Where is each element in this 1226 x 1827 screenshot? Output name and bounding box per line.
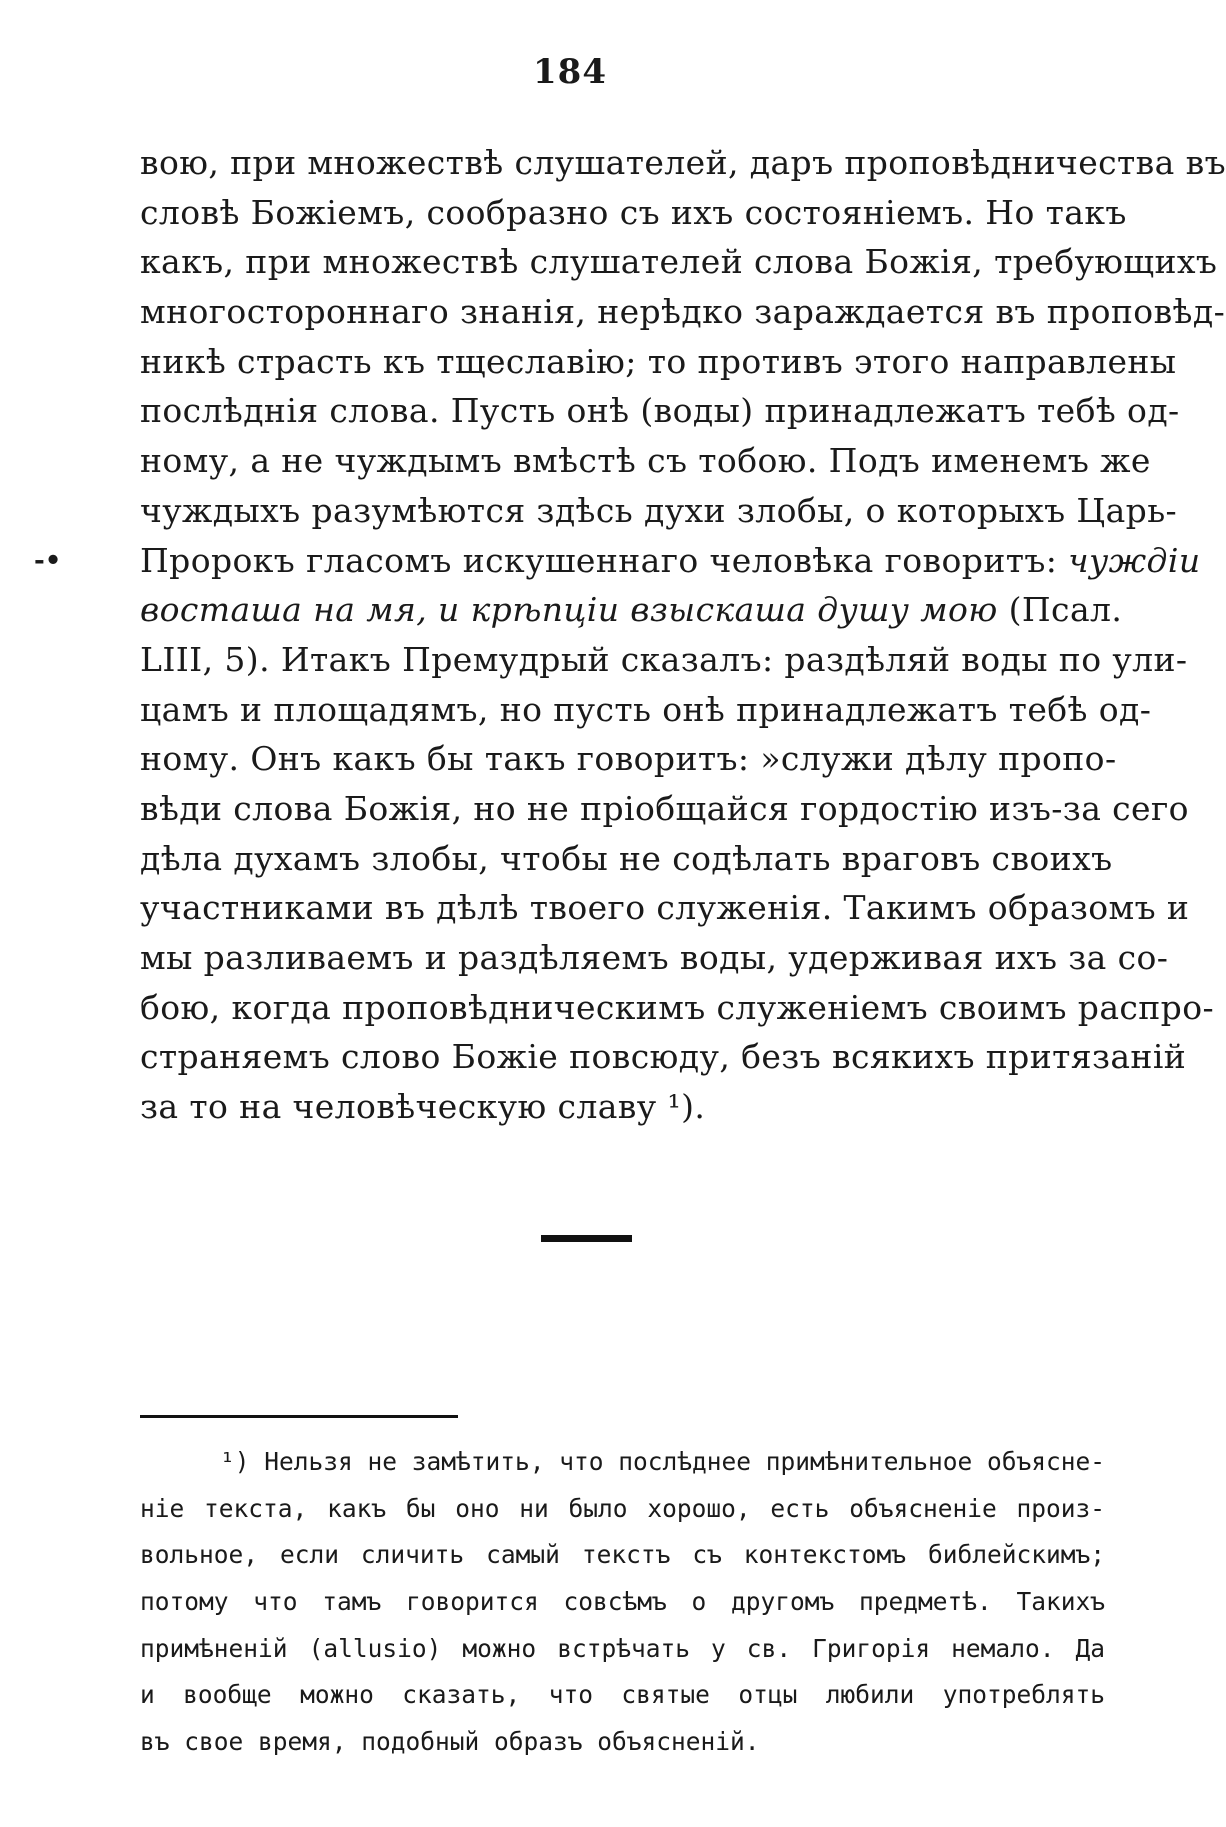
body-line: [140, 536, 1201, 586]
body-line: дѣла духамъ злобы, чтобы не содѣлать враговъ своихъ: [140, 838, 1113, 878]
footnote-line: ніе текста, какъ бы оно ни было хорошо, есть объясненіе произ-: [140, 1493, 1105, 1523]
section-divider: [541, 1235, 632, 1242]
body-line: ному, а не чуждымъ вмѣстѣ съ тобою. Подъ именемъ же: [140, 441, 1151, 481]
margin-mark: -•: [34, 546, 62, 576]
body-text: [140, 138, 1226, 1132]
scripture-quote: восташа на мя, и крѣпціи взыскаша душу мою: [140, 590, 998, 630]
scripture-quote: чуждіи: [1068, 540, 1201, 580]
body-text-segment: Пророкъ гласомъ искушеннаго человѣка говоритъ:: [140, 540, 1069, 580]
body-line: бою, когда проповѣдническимъ служеніемъ своимъ распро-: [140, 987, 1215, 1027]
body-line: цамъ и площадямъ, но пусть онѣ принадлежатъ тебѣ од-: [140, 689, 1152, 729]
body-line: чуждыхъ разумѣются здѣсь духи злобы, о которыхъ Царь-: [140, 490, 1178, 530]
page-number: 184: [533, 52, 607, 92]
body-line: никѣ страсть къ тщеславію; то противъ этого направлены: [140, 341, 1177, 381]
body-text-segment: (Псал.: [997, 590, 1123, 630]
footnote-line: потому что тамъ говорится совсѣмъ о другомъ предметѣ. Такихъ: [140, 1587, 1105, 1617]
footnote-line: въ свое время, подобный образъ объясненій.: [140, 1727, 760, 1757]
body-line: вою, при множествѣ слушателей, даръ проповѣдничества въ: [140, 143, 1226, 182]
footnote-line: вольное, если сличить самый текстъ съ контекстомъ библейскимъ;: [140, 1540, 1105, 1570]
footnote-line: ¹) Нельзя не замѣтить, что послѣднее примѣнительное объясне-: [220, 1447, 1106, 1476]
body-line: ному. Онъ какъ бы такъ говоритъ: »служи дѣлу пропо-: [140, 739, 1117, 779]
body-line: какъ, при множествѣ слушателей слова Божія, требующихъ: [140, 242, 1218, 282]
body-line: страняемъ слово Божіе повсюду, безъ всякихъ притязаній: [140, 1037, 1187, 1077]
body-line: словѣ Божіемъ, сообразно съ ихъ состояніемъ. Но такъ: [140, 192, 1127, 232]
footnote-rule: [140, 1415, 458, 1418]
footnote-line: и вообще можно сказать, что святые отцы любили употреблять: [140, 1680, 1105, 1710]
body-line: за то на человѣческую славу ¹).: [140, 1087, 706, 1127]
body-line: вѣди слова Божія, но не пріобщайся гордостію изъ-за сего: [140, 788, 1189, 828]
footnote-line: примѣненій (allusio) можно встрѣчать у св. Григорія немало. Да: [140, 1633, 1105, 1663]
body-line: многостороннаго знанія, нерѣдко зараждается въ проповѣд-: [140, 292, 1226, 332]
body-line: [140, 585, 1123, 635]
body-line: послѣднія слова. Пусть онѣ (воды) принадлежатъ тебѣ од-: [140, 391, 1180, 431]
footnote: [140, 1439, 1105, 1766]
body-line: мы разливаемъ и раздѣляемъ воды, удерживая ихъ за со-: [140, 938, 1169, 977]
body-line: участниками въ дѣлѣ твоего служенія. Такимъ образомъ и: [140, 888, 1190, 928]
body-line: LIII, 5). Итакъ Премудрый сказалъ: раздѣляй воды по ули-: [140, 639, 1188, 679]
